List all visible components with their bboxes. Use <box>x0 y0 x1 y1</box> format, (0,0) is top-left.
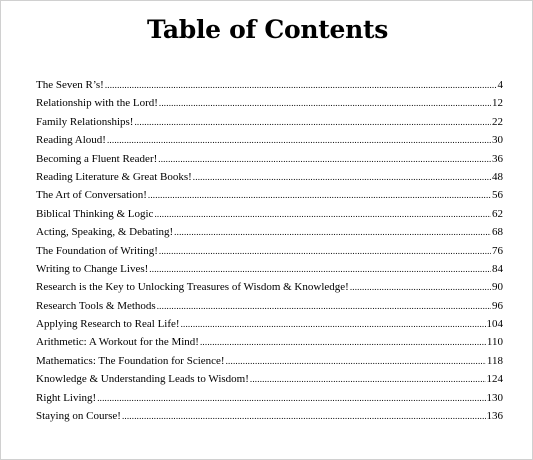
toc-entry-title: The Foundation of Writing! <box>36 244 158 257</box>
toc-entry-title: Reading Aloud! <box>36 134 106 147</box>
dot-leader <box>226 352 486 370</box>
toc-entry-title: Relationship with the Lord! <box>36 97 158 110</box>
toc-entry <box>36 76 503 94</box>
dot-leader <box>158 150 491 168</box>
toc-entry-title: Biblical Thinking & Logic <box>36 207 154 220</box>
toc-entry <box>36 333 503 351</box>
dot-leader <box>105 76 497 94</box>
dot-leader <box>134 113 491 131</box>
toc-entry-title: Family Relationships! <box>36 115 134 128</box>
dot-leader <box>193 168 491 186</box>
toc-entry-title: Acting, Speaking, & Debating! <box>36 226 174 239</box>
toc-entry-title: Mathematics: The Foundation for Science! <box>36 354 225 367</box>
toc-entry <box>36 94 503 112</box>
toc-entry-page: 12 <box>492 97 503 110</box>
dot-leader <box>148 186 491 204</box>
toc-entry <box>36 168 503 186</box>
toc-entry-page: 130 <box>486 391 503 404</box>
page-title: Table of Contents <box>146 15 389 44</box>
toc-entry-page: 56 <box>492 189 503 202</box>
dot-leader <box>159 94 491 112</box>
toc-entry <box>36 223 503 241</box>
toc-entry <box>36 278 503 296</box>
toc-entry-page: 68 <box>492 226 503 239</box>
toc-entry-page: 124 <box>486 373 503 386</box>
toc-entry-page: 84 <box>492 262 503 275</box>
toc-entry <box>36 352 503 370</box>
dot-leader <box>122 407 486 425</box>
dot-leader <box>174 223 491 241</box>
toc-entry-page: 48 <box>492 170 503 183</box>
dot-leader <box>107 131 491 149</box>
dot-leader <box>181 315 486 333</box>
toc-entry-page: 136 <box>486 410 503 423</box>
toc-entry-title: Research is the Key to Unlocking Treasures of Wisdom & Knowledge! <box>36 281 349 294</box>
dot-leader <box>157 297 491 315</box>
table-of-contents <box>36 76 503 425</box>
toc-entry-page: 4 <box>497 79 503 91</box>
toc-entry-title: Knowledge & Understanding Leads to Wisdom! <box>36 373 249 386</box>
toc-entry-page: 90 <box>492 281 503 294</box>
toc-entry-title: Becoming a Fluent Reader! <box>36 152 158 165</box>
toc-entry <box>36 242 503 260</box>
toc-entry-title: Staying on Course! <box>36 410 121 423</box>
toc-entry-title: The Seven R’s! <box>36 79 104 91</box>
toc-entry-page: 30 <box>492 134 503 147</box>
toc-entry-title: Applying Research to Real Life! <box>36 318 180 331</box>
toc-entry <box>36 297 503 315</box>
toc-entry <box>36 315 503 333</box>
toc-entry <box>36 407 503 425</box>
toc-entry-title: Writing to Change Lives! <box>36 262 149 275</box>
dot-leader <box>159 242 491 260</box>
toc-entry-page: 76 <box>492 244 503 257</box>
toc-entry-page: 118 <box>486 354 503 367</box>
toc-entry <box>36 370 503 388</box>
toc-entry-page: 96 <box>492 299 503 312</box>
toc-entry-page: 110 <box>486 336 503 349</box>
dot-leader <box>97 389 485 407</box>
dot-leader <box>250 370 486 388</box>
dot-leader <box>200 333 486 351</box>
dot-leader <box>154 205 491 223</box>
dot-leader <box>350 278 491 296</box>
toc-entry <box>36 389 503 407</box>
toc-entry-title: The Art of Conversation! <box>36 189 147 202</box>
toc-entry-title: Research Tools & Methods <box>36 299 156 312</box>
toc-entry <box>36 205 503 223</box>
toc-entry-page: 104 <box>486 318 503 331</box>
toc-entry <box>36 186 503 204</box>
toc-entry <box>36 260 503 278</box>
toc-entry <box>36 131 503 149</box>
toc-entry-page: 22 <box>492 115 503 128</box>
toc-entry <box>36 113 503 131</box>
dot-leader <box>149 260 491 278</box>
toc-entry-title: Reading Literature & Great Books! <box>36 170 192 183</box>
toc-entry-title: Arithmetic: A Workout for the Mind! <box>36 336 199 349</box>
toc-entry-page: 36 <box>492 152 503 165</box>
toc-entry-page: 62 <box>492 207 503 220</box>
toc-entry-title: Right Living! <box>36 391 97 404</box>
toc-entry <box>36 150 503 168</box>
